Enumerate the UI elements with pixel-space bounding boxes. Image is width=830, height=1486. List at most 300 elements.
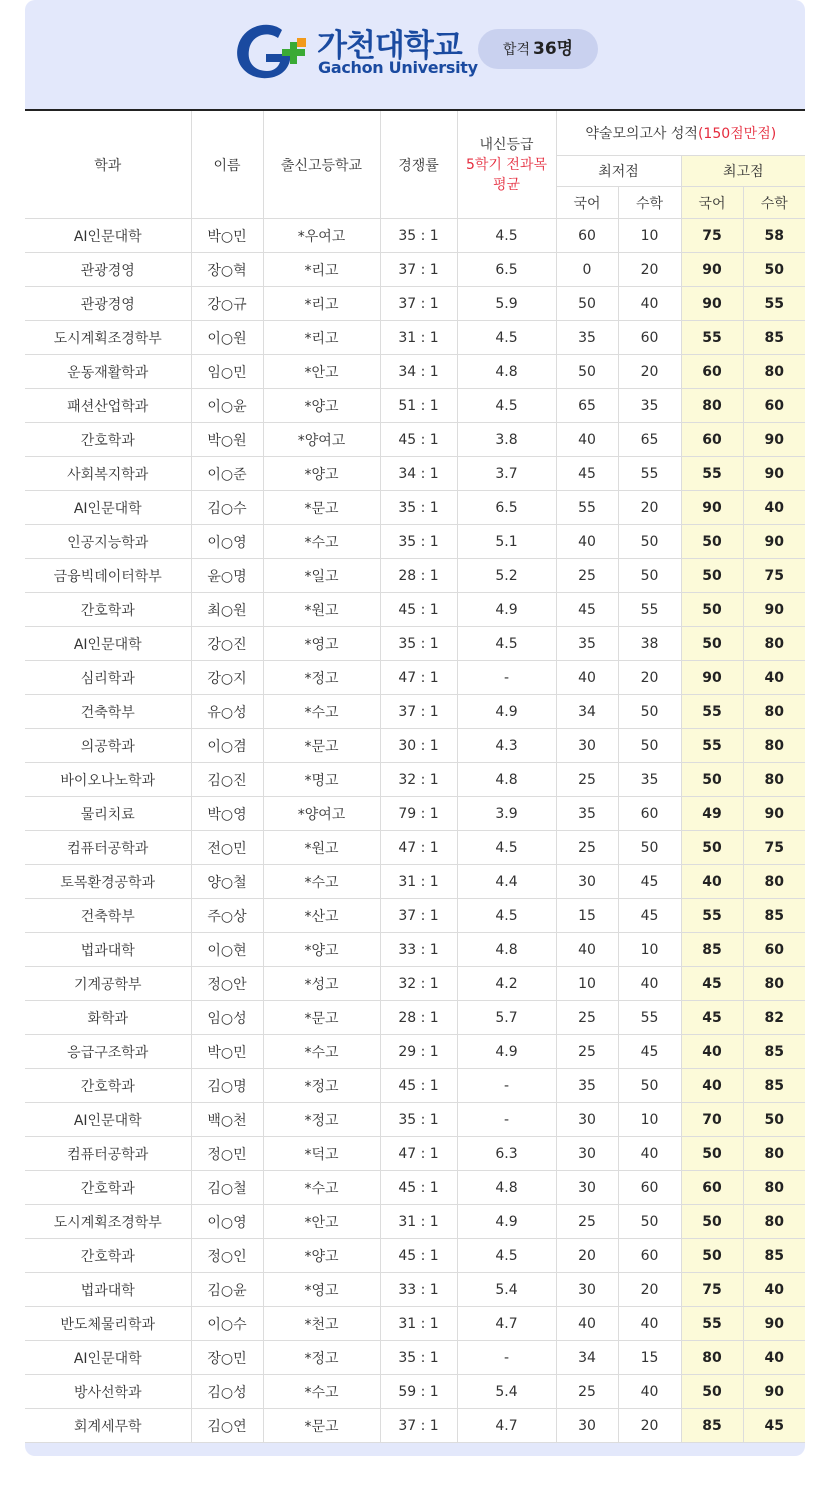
cell-max-korean: 45 [681,967,743,1001]
cell-max-korean: 90 [681,491,743,525]
cell-min-korean: 25 [556,1001,618,1035]
cell-min-math: 50 [618,1069,681,1103]
cell-max-korean: 85 [681,933,743,967]
cell-school: *영고 [263,627,380,661]
cell-max-korean: 50 [681,831,743,865]
cell-dept: 회계세무학 [25,1409,191,1443]
cell-max-math: 85 [743,1239,805,1273]
header-name: 이름 [191,110,263,219]
cell-max-korean: 55 [681,1307,743,1341]
cell-dept: 도시계획조경학부 [25,1205,191,1239]
cell-min-math: 50 [618,695,681,729]
cell-min-math: 60 [618,1239,681,1273]
cell-min-korean: 25 [556,1035,618,1069]
cell-max-math: 85 [743,899,805,933]
cell-school: *정고 [263,1103,380,1137]
cell-grade: 4.5 [457,321,556,355]
results-table-wrapper [25,109,805,1443]
cell-name: 김○진 [191,763,263,797]
cell-name: 이○원 [191,321,263,355]
cell-grade: 4.9 [457,1035,556,1069]
cell-dept: 운동재활학과 [25,355,191,389]
cell-max-math: 85 [743,1035,805,1069]
cell-school: *산고 [263,899,380,933]
cell-school: *우여고 [263,219,380,253]
cell-grade: 4.5 [457,1239,556,1273]
cell-grade: 4.5 [457,627,556,661]
cell-name: 박○민 [191,1035,263,1069]
cell-dept: 간호학과 [25,1239,191,1273]
table-row [25,219,805,253]
cell-name: 최○원 [191,593,263,627]
cell-max-math: 90 [743,593,805,627]
cell-grade: 6.5 [457,253,556,287]
cell-dept: 법과대학 [25,1273,191,1307]
cell-grade: 4.3 [457,729,556,763]
cell-min-math: 60 [618,321,681,355]
cell-min-korean: 40 [556,423,618,457]
table-row [25,899,805,933]
cell-school: *수고 [263,525,380,559]
cell-max-korean: 90 [681,287,743,321]
cell-max-korean: 60 [681,1171,743,1205]
cell-max-korean: 45 [681,1001,743,1035]
cell-school: *정고 [263,1341,380,1375]
cell-dept: 건축학부 [25,899,191,933]
header-min-korean: 국어 [556,187,618,219]
cell-ratio: 28 : 1 [380,559,457,593]
table-row [25,525,805,559]
cell-ratio: 28 : 1 [380,1001,457,1035]
table-row [25,661,805,695]
cell-dept: 간호학과 [25,593,191,627]
cell-grade: 4.8 [457,763,556,797]
header-grade-line3: 평균 [492,176,521,193]
cell-name: 김○윤 [191,1273,263,1307]
cell-max-math: 90 [743,423,805,457]
cell-ratio: 37 : 1 [380,695,457,729]
cell-min-korean: 25 [556,1375,618,1409]
cell-ratio: 45 : 1 [380,423,457,457]
cell-max-korean: 80 [681,389,743,423]
cell-min-korean: 30 [556,729,618,763]
cell-max-korean: 90 [681,253,743,287]
table-row [25,1205,805,1239]
pass-label: 합격 [502,42,530,58]
cell-dept: 컴퓨터공학과 [25,831,191,865]
cell-school: *수고 [263,1035,380,1069]
cell-name: 박○원 [191,423,263,457]
cell-dept: 간호학과 [25,1069,191,1103]
cell-ratio: 31 : 1 [380,321,457,355]
cell-name: 김○성 [191,1375,263,1409]
cell-grade: 4.8 [457,355,556,389]
cell-name: 전○민 [191,831,263,865]
cell-grade: 5.4 [457,1273,556,1307]
table-row [25,729,805,763]
table-row [25,933,805,967]
cell-max-korean: 85 [681,1409,743,1443]
cell-max-korean: 50 [681,763,743,797]
cell-school: *수고 [263,1171,380,1205]
header-min-score: 최저점 [556,156,681,187]
pass-count: 36명 [532,39,574,59]
cell-grade: - [457,1341,556,1375]
cell-school: *정고 [263,661,380,695]
cell-min-korean: 20 [556,1239,618,1273]
cell-name: 이○현 [191,933,263,967]
cell-min-korean: 40 [556,1307,618,1341]
cell-max-math: 90 [743,525,805,559]
cell-max-korean: 55 [681,899,743,933]
cell-max-math: 82 [743,1001,805,1035]
cell-min-korean: 45 [556,457,618,491]
cell-dept: 간호학과 [25,1171,191,1205]
cell-min-math: 55 [618,593,681,627]
cell-ratio: 45 : 1 [380,593,457,627]
cell-min-math: 35 [618,389,681,423]
cell-school: *천고 [263,1307,380,1341]
cell-max-korean: 60 [681,423,743,457]
table-row [25,1001,805,1035]
cell-max-math: 40 [743,491,805,525]
cell-ratio: 31 : 1 [380,1307,457,1341]
cell-max-korean: 50 [681,1205,743,1239]
cell-min-korean: 55 [556,491,618,525]
cell-dept: 관광경영 [25,253,191,287]
cell-name: 김○수 [191,491,263,525]
cell-name: 김○명 [191,1069,263,1103]
header-mock-note: (150점만점) [697,126,777,142]
cell-ratio: 37 : 1 [380,287,457,321]
table-row [25,831,805,865]
cell-min-math: 10 [618,219,681,253]
cell-grade: 4.2 [457,967,556,1001]
cell-school: *양고 [263,457,380,491]
cell-grade: - [457,661,556,695]
cell-min-math: 45 [618,1035,681,1069]
cell-name: 장○민 [191,1341,263,1375]
results-card [25,0,805,1456]
cell-ratio: 35 : 1 [380,627,457,661]
university-name-english: Gachon University [318,58,478,77]
cell-grade: 3.9 [457,797,556,831]
cell-grade: 4.5 [457,389,556,423]
cell-school: *명고 [263,763,380,797]
cell-min-korean: 30 [556,1171,618,1205]
cell-min-korean: 40 [556,661,618,695]
cell-min-math: 50 [618,525,681,559]
cell-ratio: 34 : 1 [380,355,457,389]
cell-min-math: 35 [618,763,681,797]
cell-dept: 사회복지학과 [25,457,191,491]
cell-ratio: 35 : 1 [380,491,457,525]
cell-max-korean: 90 [681,661,743,695]
cell-school: *원고 [263,593,380,627]
cell-dept: AI인문대학 [25,219,191,253]
cell-min-math: 20 [618,253,681,287]
cell-grade: - [457,1069,556,1103]
cell-min-korean: 65 [556,389,618,423]
cell-max-math: 80 [743,1205,805,1239]
cell-min-korean: 25 [556,831,618,865]
cell-school: *수고 [263,695,380,729]
cell-max-math: 80 [743,865,805,899]
cell-min-math: 60 [618,797,681,831]
cell-ratio: 45 : 1 [380,1171,457,1205]
cell-dept: 간호학과 [25,423,191,457]
cell-grade: 5.2 [457,559,556,593]
cell-min-korean: 35 [556,321,618,355]
header-max-korean: 국어 [681,187,743,219]
cell-school: *안고 [263,1205,380,1239]
cell-min-math: 40 [618,1137,681,1171]
pass-count-badge [478,29,598,69]
cell-dept: 화학과 [25,1001,191,1035]
cell-min-math: 40 [618,967,681,1001]
cell-name: 양○철 [191,865,263,899]
cell-ratio: 47 : 1 [380,661,457,695]
table-row [25,1103,805,1137]
table-row [25,1375,805,1409]
cell-ratio: 79 : 1 [380,797,457,831]
cell-ratio: 34 : 1 [380,457,457,491]
table-row [25,389,805,423]
cell-ratio: 37 : 1 [380,899,457,933]
cell-grade: 4.9 [457,1205,556,1239]
cell-min-korean: 40 [556,525,618,559]
cell-max-math: 80 [743,1171,805,1205]
cell-school: *양고 [263,389,380,423]
cell-school: *문고 [263,729,380,763]
cell-min-math: 60 [618,1171,681,1205]
cell-grade: 4.9 [457,593,556,627]
cell-max-math: 40 [743,661,805,695]
cell-name: 박○영 [191,797,263,831]
cell-grade: - [457,1103,556,1137]
cell-min-math: 20 [618,661,681,695]
cell-ratio: 30 : 1 [380,729,457,763]
cell-school: *양여고 [263,797,380,831]
cell-max-math: 90 [743,457,805,491]
cell-max-math: 45 [743,1409,805,1443]
cell-school: *문고 [263,1001,380,1035]
cell-ratio: 31 : 1 [380,865,457,899]
cell-max-math: 60 [743,389,805,423]
table-row [25,865,805,899]
cell-min-korean: 30 [556,1103,618,1137]
header-min-math: 수학 [618,187,681,219]
cell-max-korean: 40 [681,1035,743,1069]
table-row [25,1069,805,1103]
cell-dept: 심리학과 [25,661,191,695]
table-row [25,1171,805,1205]
cell-grade: 6.3 [457,1137,556,1171]
cell-school: *성고 [263,967,380,1001]
cell-max-korean: 75 [681,219,743,253]
cell-grade: 4.8 [457,933,556,967]
cell-name: 강○진 [191,627,263,661]
cell-min-korean: 34 [556,695,618,729]
cell-name: 이○윤 [191,389,263,423]
cell-min-math: 65 [618,423,681,457]
cell-max-korean: 60 [681,355,743,389]
cell-school: *수고 [263,865,380,899]
cell-name: 임○민 [191,355,263,389]
header-grade-line1: 내신등급 [479,136,534,153]
cell-min-math: 50 [618,831,681,865]
cell-min-korean: 50 [556,355,618,389]
cell-dept: 의공학과 [25,729,191,763]
header-mock-exam [556,110,805,156]
cell-min-korean: 60 [556,219,618,253]
cell-school: *일고 [263,559,380,593]
cell-max-korean: 55 [681,729,743,763]
cell-max-math: 50 [743,253,805,287]
cell-school: *정고 [263,1069,380,1103]
cell-min-korean: 30 [556,1137,618,1171]
header-school: 출신고등학교 [263,110,380,219]
table-row [25,1239,805,1273]
cell-min-math: 40 [618,287,681,321]
table-row [25,1273,805,1307]
cell-dept: 패션산업학과 [25,389,191,423]
header-max-math: 수학 [743,187,805,219]
cell-max-math: 80 [743,627,805,661]
cell-min-math: 38 [618,627,681,661]
cell-school: *양고 [263,1239,380,1273]
header-mock-title: 약술모의고사 성적 [585,126,698,142]
cell-max-korean: 40 [681,865,743,899]
cell-grade: 4.4 [457,865,556,899]
cell-min-korean: 15 [556,899,618,933]
cell-min-korean: 25 [556,559,618,593]
cell-name: 백○천 [191,1103,263,1137]
cell-max-math: 85 [743,1069,805,1103]
cell-ratio: 31 : 1 [380,1205,457,1239]
cell-min-math: 55 [618,1001,681,1035]
cell-dept: 토목환경공학과 [25,865,191,899]
cell-grade: 4.7 [457,1409,556,1443]
table-row [25,763,805,797]
cell-grade: 4.5 [457,219,556,253]
cell-max-math: 75 [743,831,805,865]
cell-dept: 응급구조학과 [25,1035,191,1069]
table-row [25,491,805,525]
cell-min-math: 10 [618,933,681,967]
cell-name: 이○준 [191,457,263,491]
cell-max-korean: 55 [681,695,743,729]
cell-max-math: 80 [743,695,805,729]
cell-max-math: 90 [743,797,805,831]
table-row [25,797,805,831]
cell-min-korean: 30 [556,865,618,899]
cell-name: 이○수 [191,1307,263,1341]
cell-min-korean: 50 [556,287,618,321]
cell-name: 강○규 [191,287,263,321]
cell-ratio: 37 : 1 [380,253,457,287]
cell-grade: 4.5 [457,831,556,865]
cell-school: *리고 [263,287,380,321]
cell-grade: 4.8 [457,1171,556,1205]
cell-max-math: 58 [743,219,805,253]
cell-dept: 컴퓨터공학과 [25,1137,191,1171]
cell-ratio: 33 : 1 [380,1273,457,1307]
cell-max-math: 80 [743,1137,805,1171]
cell-min-korean: 30 [556,1273,618,1307]
cell-school: *리고 [263,321,380,355]
cell-school: *수고 [263,1375,380,1409]
cell-dept: 건축학부 [25,695,191,729]
cell-name: 임○성 [191,1001,263,1035]
results-table-body [25,219,805,1443]
table-row [25,1341,805,1375]
table-row [25,287,805,321]
cell-max-korean: 50 [681,559,743,593]
cell-min-korean: 35 [556,1069,618,1103]
cell-ratio: 35 : 1 [380,1103,457,1137]
cell-min-math: 20 [618,1409,681,1443]
cell-max-math: 80 [743,729,805,763]
cell-dept: 법과대학 [25,933,191,967]
table-row [25,253,805,287]
header-max-score: 최고점 [681,156,805,187]
cell-max-math: 40 [743,1341,805,1375]
cell-max-korean: 70 [681,1103,743,1137]
cell-name: 유○성 [191,695,263,729]
cell-school: *원고 [263,831,380,865]
cell-dept: AI인문대학 [25,1103,191,1137]
cell-min-math: 45 [618,899,681,933]
cell-dept: AI인문대학 [25,627,191,661]
cell-ratio: 47 : 1 [380,1137,457,1171]
table-row [25,593,805,627]
cell-max-korean: 55 [681,321,743,355]
cell-min-math: 15 [618,1341,681,1375]
cell-min-math: 50 [618,1205,681,1239]
cell-dept: 기계공학부 [25,967,191,1001]
cell-dept: 금융빅데이터학부 [25,559,191,593]
cell-min-korean: 45 [556,593,618,627]
cell-dept: 반도체물리학과 [25,1307,191,1341]
cell-ratio: 29 : 1 [380,1035,457,1069]
cell-dept: 인공지능학과 [25,525,191,559]
cell-grade: 5.4 [457,1375,556,1409]
table-row [25,627,805,661]
cell-grade: 6.5 [457,491,556,525]
cell-dept: 관광경영 [25,287,191,321]
cell-max-math: 80 [743,967,805,1001]
table-row [25,1035,805,1069]
cell-school: *문고 [263,1409,380,1443]
cell-max-math: 50 [743,1103,805,1137]
cell-ratio: 51 : 1 [380,389,457,423]
cell-max-math: 85 [743,321,805,355]
cell-min-korean: 0 [556,253,618,287]
table-row [25,967,805,1001]
cell-max-korean: 49 [681,797,743,831]
page-header [25,0,805,109]
cell-ratio: 33 : 1 [380,933,457,967]
cell-min-math: 20 [618,491,681,525]
cell-name: 김○연 [191,1409,263,1443]
cell-name: 주○상 [191,899,263,933]
cell-max-math: 80 [743,355,805,389]
cell-dept: AI인문대학 [25,1341,191,1375]
cell-min-math: 50 [618,559,681,593]
table-row [25,423,805,457]
cell-max-korean: 50 [681,1137,743,1171]
